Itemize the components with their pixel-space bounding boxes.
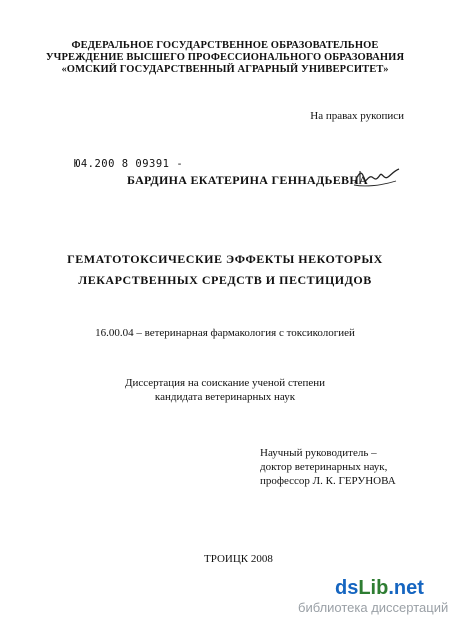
header-line-3: «ОМСКИЙ ГОСУДАРСТВЕННЫЙ АГРАРНЫЙ УНИВЕРСИТЕТ»: [61, 64, 389, 75]
watermark-subtitle: библиотека диссертаций: [298, 600, 449, 615]
specialty-code: 16.00.04 – ветеринарная фармакология с токсикологией: [95, 327, 355, 339]
place-year: ТРОИЦК 2008: [204, 553, 273, 565]
title-line-2: ЛЕКАРСТВЕННЫХ СРЕДСТВ И ПЕСТИЦИДОВ: [78, 273, 372, 287]
manuscript-note: На правах рукописи: [310, 110, 404, 122]
title-line-1: ГЕМАТОТОКСИЧЕСКИЕ ЭФФЕКТЫ НЕКОТОРЫХ: [67, 252, 383, 266]
header-line-2: УЧРЕЖДЕНИЕ ВЫСШЕГО ПРОФЕССИОНАЛЬНОГО ОБРАЗОВАНИЯ: [45, 52, 405, 63]
supervisor-line-2: доктор ветеринарных наук,: [260, 461, 388, 473]
watermark-logo[interactable]: dsLib.net: [335, 577, 424, 599]
registration-number: Ю4.200 8 09391 -: [74, 158, 184, 170]
author-signature: [352, 165, 402, 189]
author-name: БАРДИНА ЕКАТЕРИНА ГЕННАДЬЕВНА: [127, 173, 368, 187]
supervisor-line-3: профессор Л. К. ГЕРУНОВА: [260, 475, 396, 487]
dissertation-line-1: Диссертация на соискание ученой степени: [124, 377, 326, 389]
header-line-1: ФЕДЕРАЛЬНОЕ ГОСУДАРСТВЕННОЕ ОБРАЗОВАТЕЛЬНОЕ: [71, 40, 379, 51]
dissertation-line-2: кандидата ветеринарных наук: [154, 391, 296, 403]
supervisor-line-1: Научный руководитель –: [260, 447, 377, 459]
